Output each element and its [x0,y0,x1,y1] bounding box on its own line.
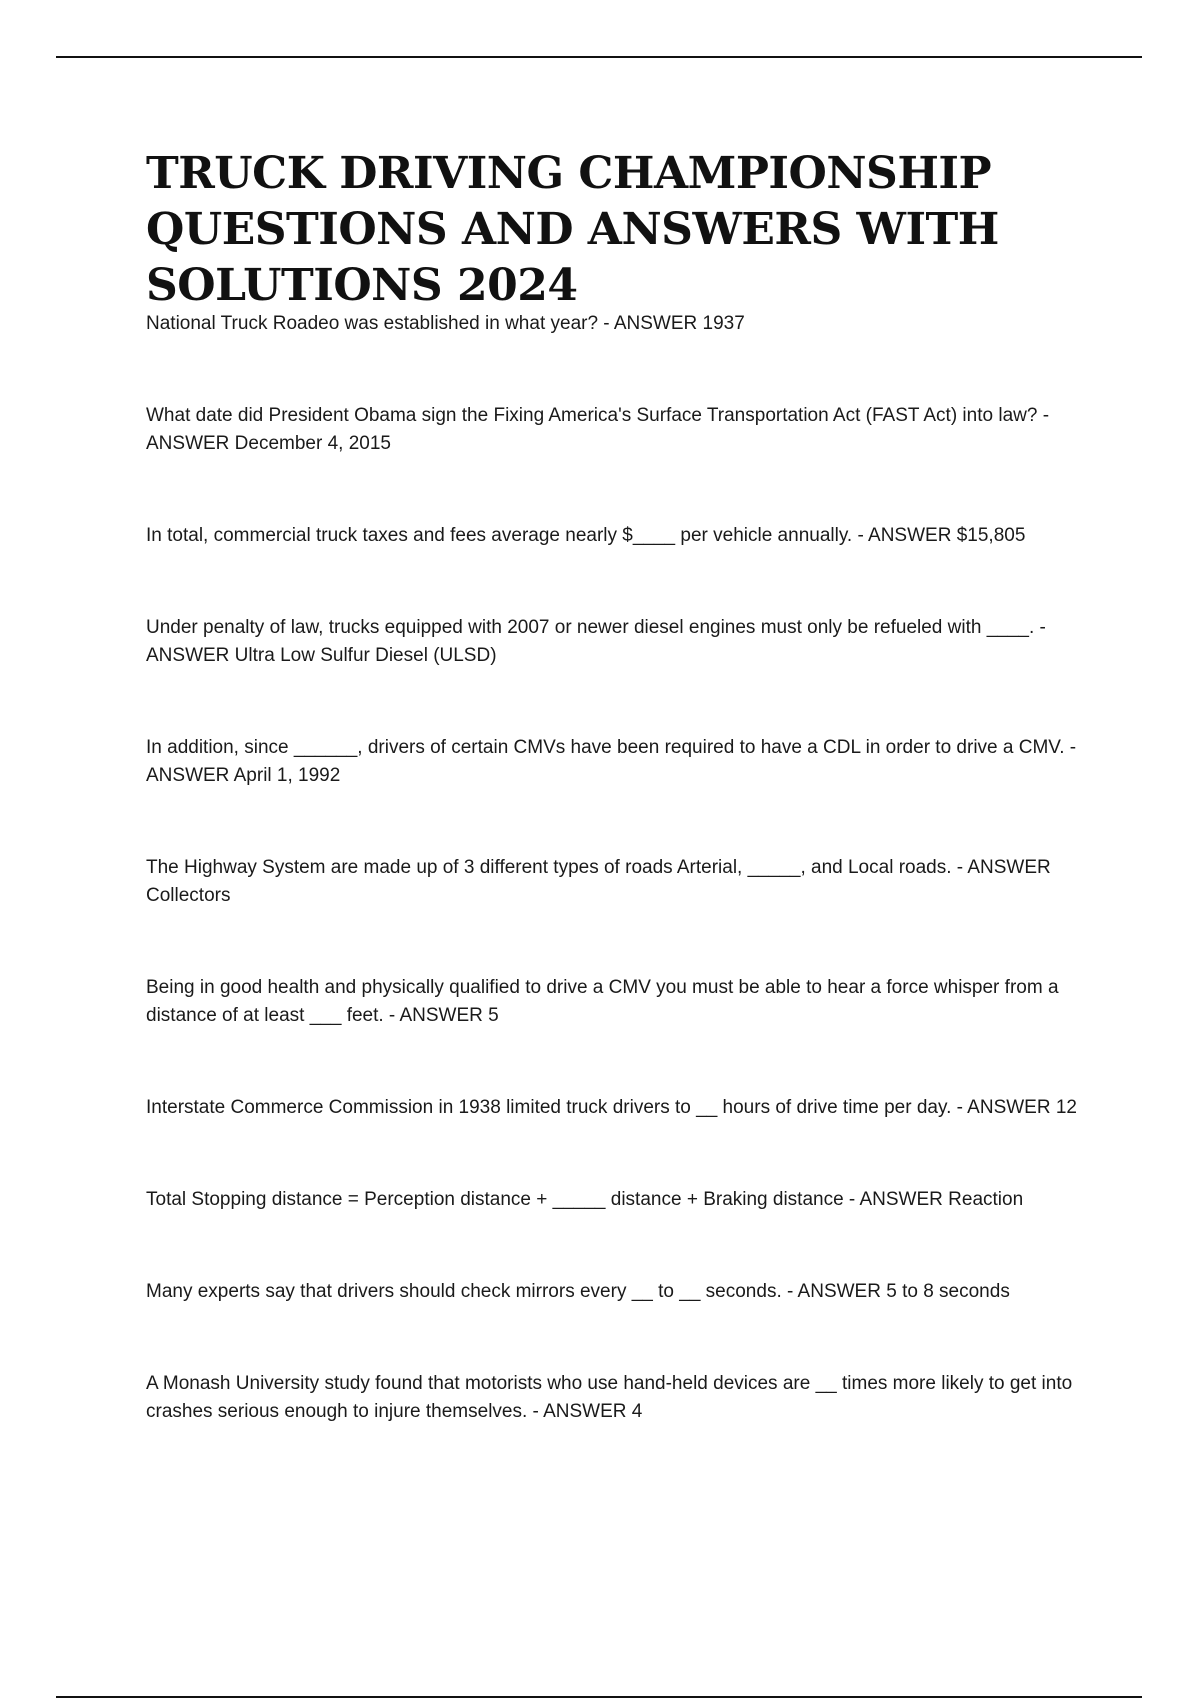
qa-item: A Monash University study found that motorists who use hand-held devices are __ times more likely to get into crashes serious enough to injure themselves. - ANSWER 4 [146,1373,1073,1422]
qa-list [146,310,1096,1426]
qa-item: Interstate Commerce Commission in 1938 limited truck drivers to __ hours of drive time per day. - ANSWER 12 [146,1097,1077,1118]
qa-item: Being in good health and physically qualified to drive a CMV you must be able to hear a force whisper from a distance of at least ___ feet. - ANSWER 5 [146,977,1059,1026]
qa-item: Total Stopping distance = Perception distance + _____ distance + Braking distance - ANSWER Reaction [146,1189,1024,1210]
document-title: TRUCK DRIVING CHAMPIONSHIP QUESTIONS AND ANSWERS WITH SOLUTIONS 2024 [146,148,999,311]
qa-item: In addition, since ______, drivers of certain CMVs have been required to have a CDL in order to drive a CMV. - ANSWER April 1, 1992 [146,737,1077,786]
top-rule [56,56,1142,58]
qa-item: What date did President Obama sign the Fixing America's Surface Transportation Act (FAST Act) into law? - ANSWER December 4, 2015 [146,405,1050,454]
bottom-rule [56,1696,1142,1698]
qa-item: National Truck Roadeo was established in what year? - ANSWER 1937 [146,313,745,334]
qa-item: In total, commercial truck taxes and fees average nearly $____ per vehicle annually. - ANSWER $15,805 [146,525,1026,546]
qa-item: The Highway System are made up of 3 different types of roads Arterial, _____, and Local roads. - ANSWER Collectors [146,857,1051,906]
qa-item: Under penalty of law, trucks equipped with 2007 or newer diesel engines must only be refueled with ____. - ANSWER Ultra Low Sulfur Diesel (ULSD) [146,617,1046,666]
qa-item: Many experts say that drivers should check mirrors every __ to __ seconds. - ANSWER 5 to 8 seconds [146,1281,1010,1302]
